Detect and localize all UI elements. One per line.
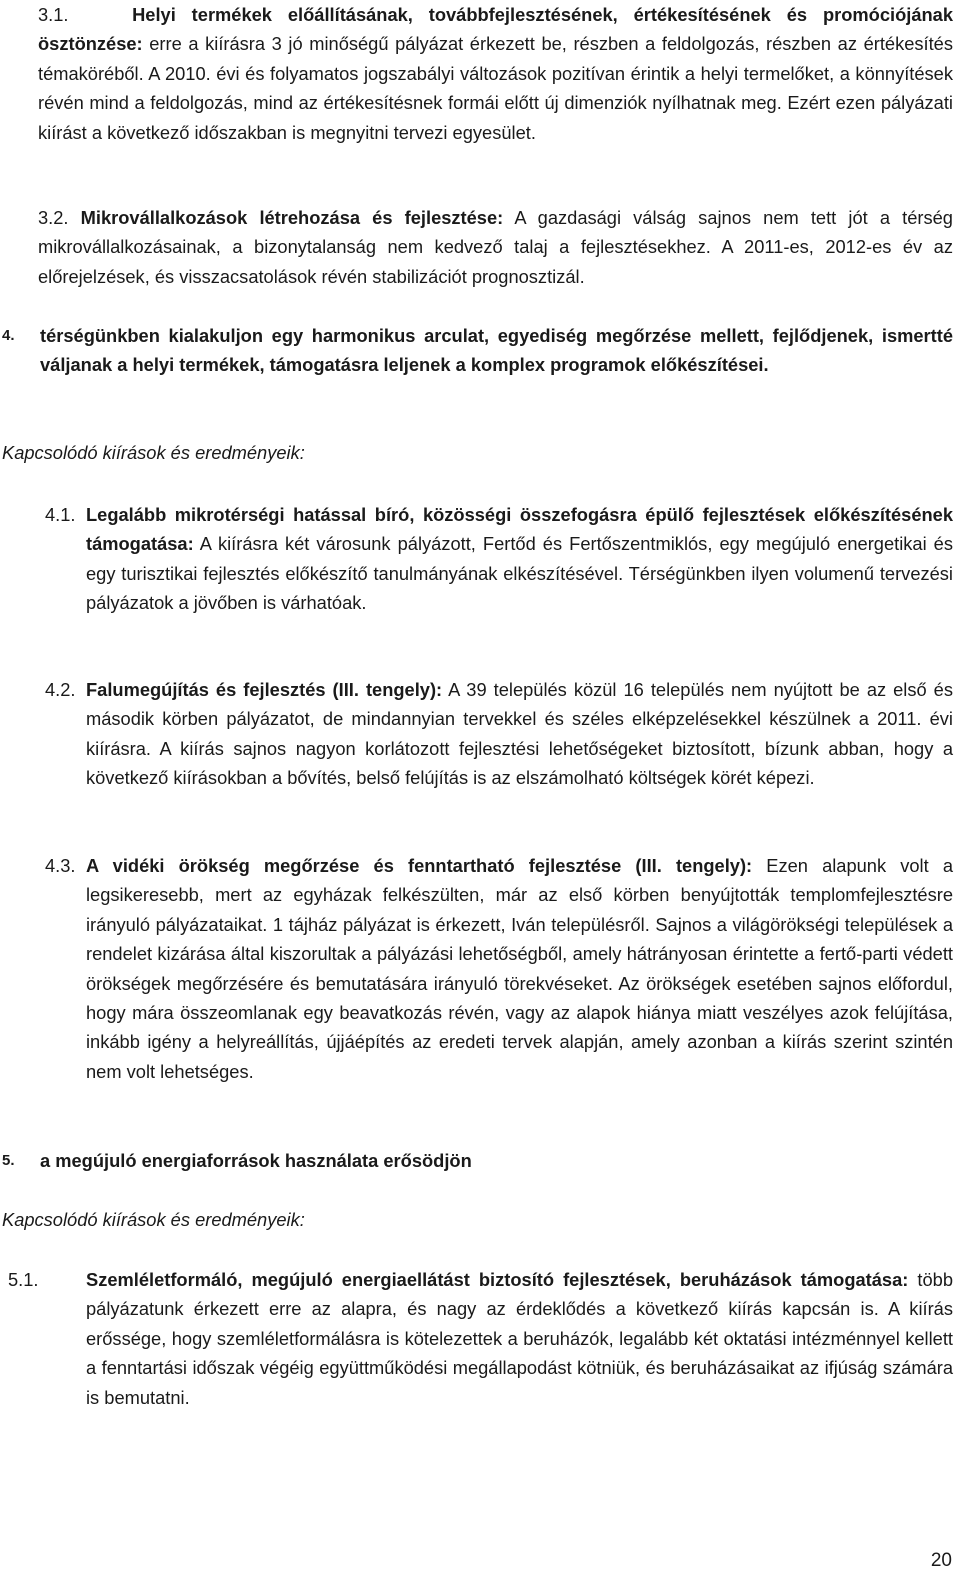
- section-number-5: 5.: [2, 1152, 15, 1169]
- related-calls-label: Kapcsolódó kiírások és eredményeik:: [2, 1209, 305, 1230]
- paragraph-4-2: [86, 675, 953, 793]
- section-number-5-1: 5.1.: [8, 1269, 39, 1290]
- paragraph-text: A kiírásra két városunk pályázott, Fertőd és Fertőszentmiklós, egy megújuló energetikai és egy turisztikai fejlesztés előkészítő tanulmányának elkészítésével. Térségünkben ilyen volumenű tervezési pályázatok a jövőben is várhatóak.: [86, 533, 953, 614]
- paragraph-text: A gazdasági válság sajnos nem tett jót a térség mikrovállalkozásainak, a bizonytalanság nem kedvező talaj a fejlesztésekhez. A 2011-es, 2012-es év az előrejelzések, és visszacsatolások révén stabilizációt prognosztizál.: [38, 207, 953, 287]
- paragraph-heading: Helyi termékek előállításának, továbbfejlesztésének, értékesítésének és promóciójának ösztönzése:: [38, 4, 953, 55]
- page-number: 20: [930, 1550, 952, 1571]
- section-number: 3.1.: [38, 4, 69, 25]
- paragraph-heading: Mikrovállalkozások létrehozása és fejlesztése:: [80, 207, 504, 228]
- paragraph-text: Ezen alapunk volt a legsikeresebb, mert az egyházak felkészülten, már az első körben benyújtották templomfejlesztésre irányuló pályázataikat. 1 tájház pályázat is érkezett, Iván településről. Sajnos a világörökségi települések a rendelet kizárása által kiszorultak a pályázási lehetőségből, amely hátrányosan érintette a fertő-parti védett örökségek megőrzésére és bemutatására irányuló törekvéseket. Az örökségek esetében sajnos előfordul, hogy mára összeomlanak egy beavatkozás révén, vagy az alapok hiánya miatt veszélyes azok felújítása, inkább igény a helyreállítás, újjáépítés az eredeti tervek alapján, amely azonban a kiírás szerint szintén nem volt lehetséges.: [86, 855, 954, 1082]
- section-number-4-2: 4.2.: [45, 679, 76, 700]
- paragraph-3-1: [38, 0, 953, 147]
- paragraph-heading: A vidéki örökség megőrzése és fenntartható fejlesztése (III. tengely):: [86, 855, 753, 876]
- section-number-4-1: 4.1.: [45, 504, 76, 525]
- paragraph-4-1: [86, 500, 953, 618]
- section-heading-4: térségünkben kialakuljon egy harmonikus arculat, egyediség megőrzése mellett, fejlődjenek, ismertté váljanak a helyi termékek, támogatásra leljenek a komplex programok előkészítései.: [40, 325, 953, 376]
- paragraph-text: több pályázatunk érkezett erre az alapra, és nagy az érdeklődés a következő kiírás kapcsán is. A kiírás erőssége, hogy szemléletformálásra is kötelezettek a beruházók, legalább két oktatási intézménnyel kellett a fenntartási időszak végéig együttműködési megállapodást kötniük, és beruházásaikat az ifjúság számára is bemutatni.: [86, 1269, 953, 1408]
- paragraph-heading: Szemléletformáló, megújuló energiaellátást biztosító fejlesztések, beruházások támogatása:: [86, 1269, 909, 1290]
- related-calls-label: Kapcsolódó kiírások és eredményeik:: [2, 442, 305, 463]
- paragraph-heading: Falumegújítás és fejlesztés (III. tengely):: [86, 679, 443, 700]
- paragraph-text: A 39 település közül 16 település nem nyújtott be az első és második körben pályázatot, de mindannyian tervekkel és széles elképzelésekkel készülnek a 2011. évi kiírásra. A kiírás sajnos nagyon korlátozott fejlesztési lehetőségeket biztosított, bízunk abban, hogy a következő kiírásokban a bővítés, belső felújítás is az elszámolható költségek körét képezi.: [86, 679, 953, 789]
- section-number-4-3: 4.3.: [45, 855, 76, 876]
- paragraph-5-1: [86, 1265, 953, 1412]
- section-heading-5: a megújuló energiaforrások használata erősödjön: [40, 1150, 472, 1171]
- section-number-4: 4.: [2, 327, 15, 344]
- paragraph-4-3: [86, 851, 953, 1086]
- paragraph-text: erre a kiírásra 3 jó minőségű pályázat érkezett be, részben a feldolgozás, részben az értékesítés témaköréből. A 2010. évi és folyamatos jogszabályi változások pozitívan érintik a helyi termelőket, a könnyítések révén mind a feldolgozás, mind az értékesítésnek formái előtt új dimenziók nyílhatnak meg. Ezért ezen pályázati kiírást a következő időszakban is megnyitni tervezi egyesület.: [38, 33, 953, 143]
- paragraph-3-2: [38, 203, 953, 291]
- section-number: 3.2.: [38, 207, 69, 228]
- paragraph-heading: Legalább mikrotérségi hatással bíró, közösségi összefogásra épülő fejlesztések előkészítésének támogatása:: [86, 504, 953, 555]
